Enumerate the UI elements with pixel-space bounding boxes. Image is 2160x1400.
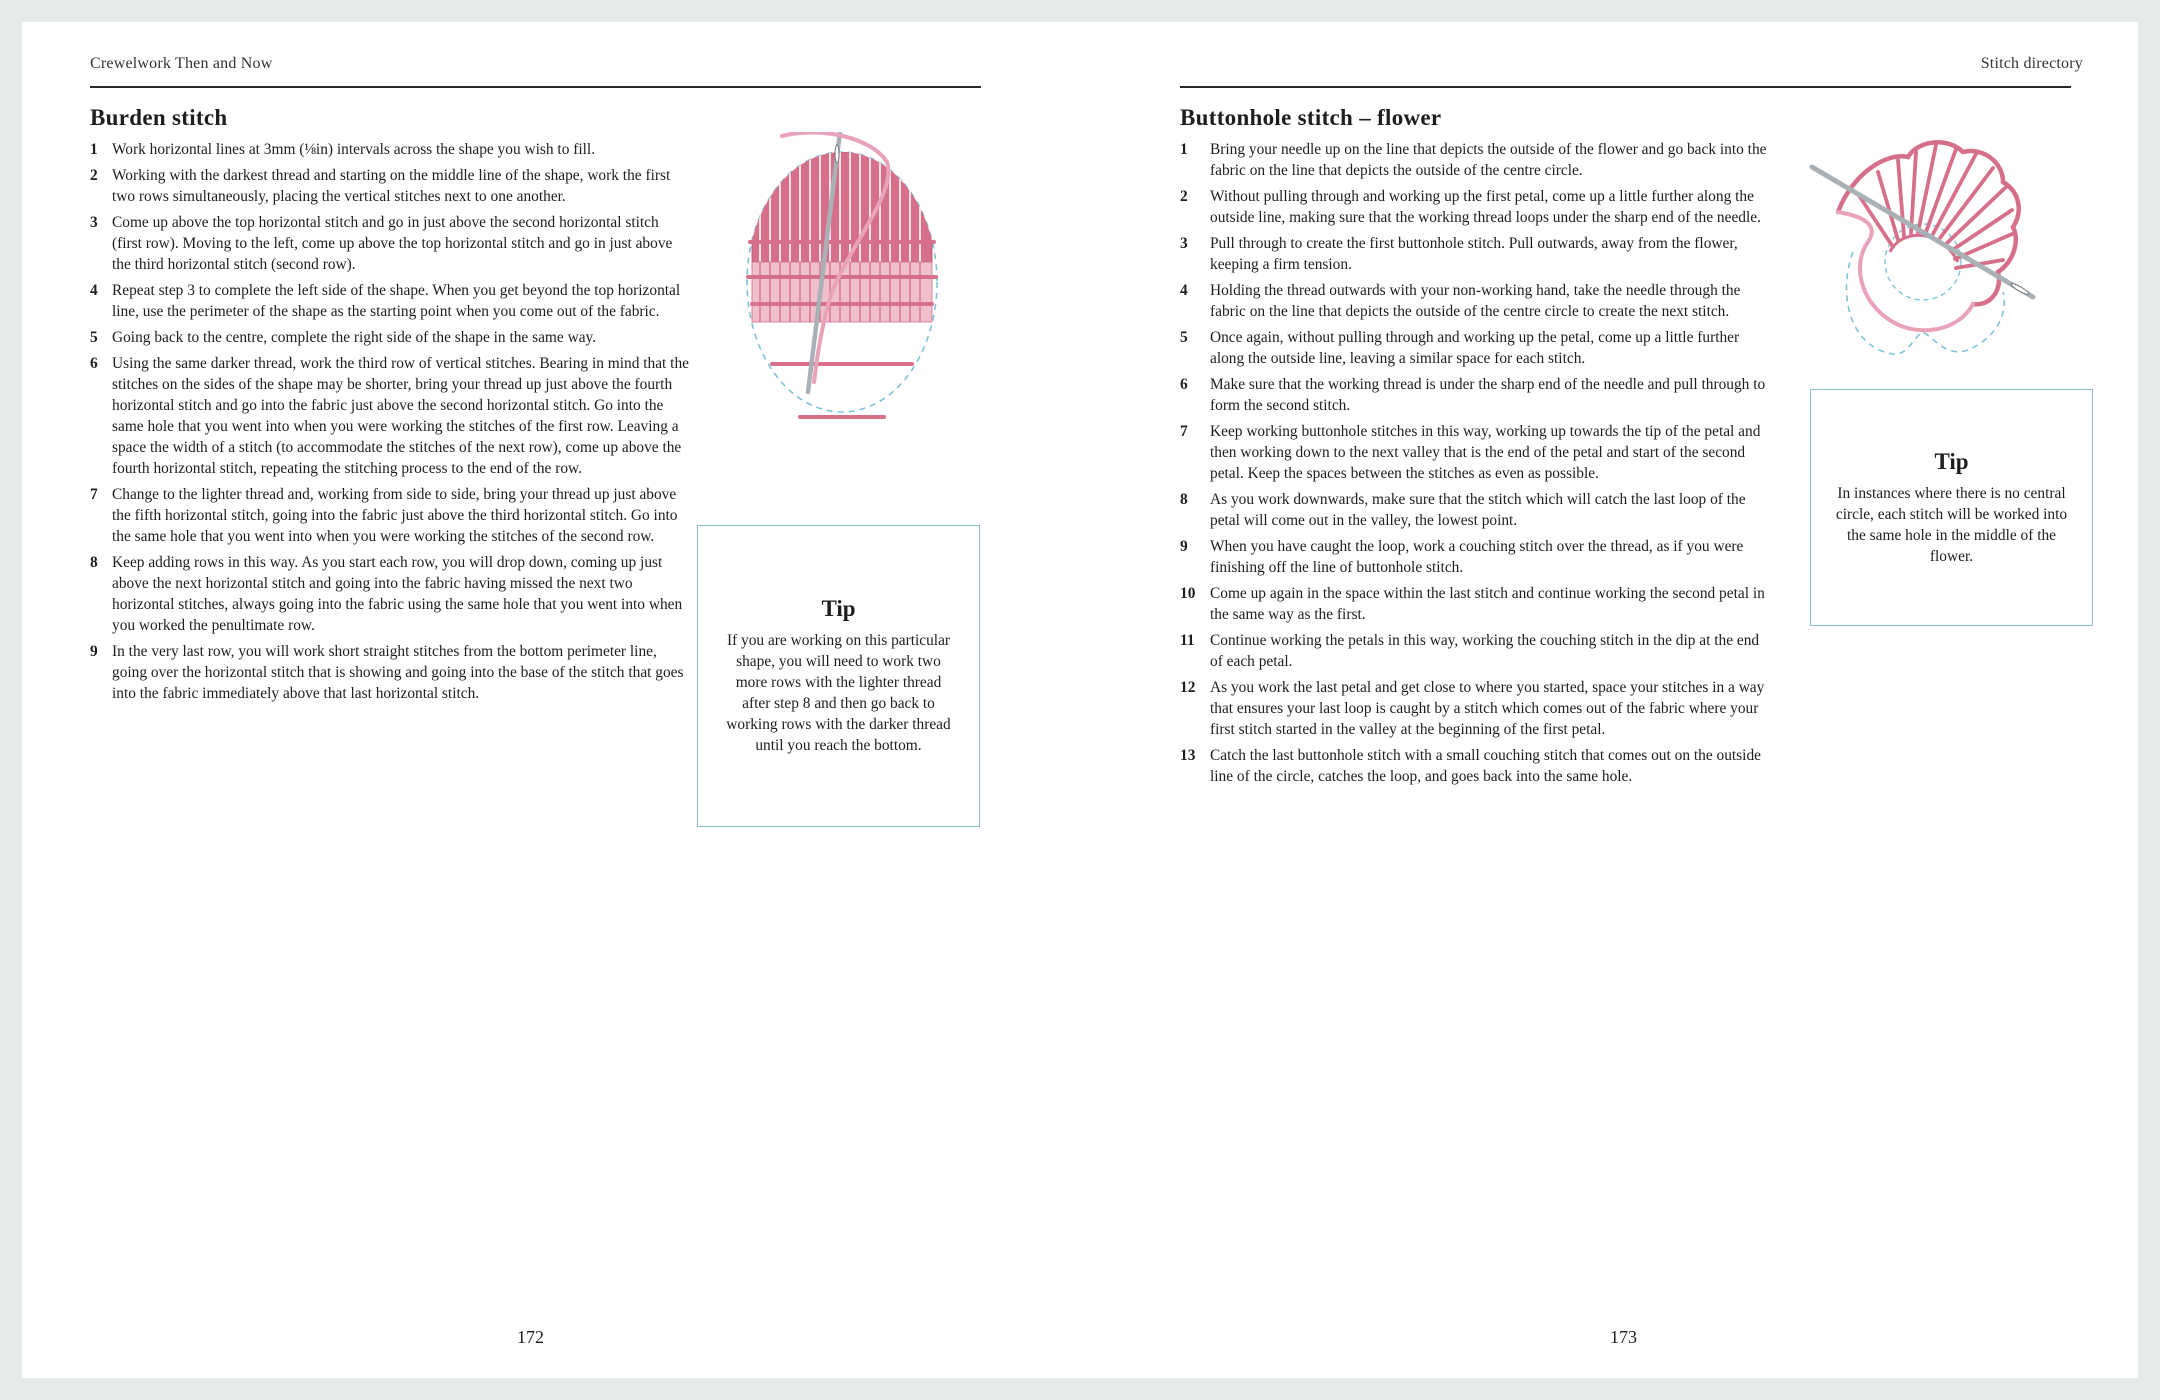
working-thread	[1838, 212, 1973, 330]
list-item	[1180, 630, 1770, 672]
step-text: When you have caught the loop, work a couching stitch over the thread, as if you were finishing off the line of buttonhole stitch.	[1210, 538, 1744, 576]
step-number: 2	[90, 167, 98, 184]
book-spread	[22, 22, 2138, 1378]
step-text: Continue working the petals in this way, working the couching stitch in the dip at the end of each petal.	[1210, 632, 1760, 670]
step-text: Holding the thread outwards with your non-working hand, take the needle through the fabric on the line that depicts the outside of the centre circle to create the next stitch.	[1210, 282, 1741, 320]
list-item	[90, 327, 690, 348]
step-text: Catch the last buttonhole stitch with a small couching stitch that comes out on the outside line of the circle, catches the loop, and goes back into the same hole.	[1210, 747, 1761, 785]
steps-list	[1180, 139, 1770, 792]
step-number: 4	[1180, 282, 1188, 299]
step-number: 1	[90, 141, 98, 158]
list-item	[1180, 280, 1770, 322]
step-text: Work horizontal lines at 3mm (⅛in) intervals across the shape you wish to fill.	[112, 141, 596, 158]
list-item	[90, 484, 690, 547]
list-item	[1180, 139, 1770, 181]
section-title: Buttonhole stitch – flower	[1180, 105, 1442, 130]
tip-heading: Tip	[821, 596, 856, 621]
tip-box	[1810, 389, 2093, 626]
step-text: Using the same darker thread, work the third row of vertical stitches. Bearing in mind that the stitches on the sides of the shape may be shorter, bring your thread up just above the fourth horizontal stitch and go into the fabric just above the second horizontal stitch. Go into the same hole that you went into when you were working the stitches of the first row. Leaving a space the width of a stitch (to accommodate the stitches of the next row), come up above the fourth horizontal stitch, repeating the stitching process to the end of the row.	[112, 355, 689, 477]
steps-list	[90, 139, 690, 709]
running-head: Stitch directory	[1980, 55, 2083, 72]
list-item	[1180, 489, 1770, 531]
step-number: 8	[1180, 491, 1188, 508]
step-text: Come up above the top horizontal stitch and go in just above the second horizontal stitch (first row). Moving to the left, come up above the top horizontal stitch and go in just above the third horizontal stitch (second row).	[112, 214, 673, 273]
step-number: 4	[90, 282, 98, 299]
list-item	[1180, 186, 1770, 228]
step-number: 7	[1180, 423, 1188, 440]
step-text: As you work downwards, make sure that the stitch which will catch the last loop of the petal will come out in the valley, the lowest point.	[1210, 491, 1746, 529]
step-text: Going back to the centre, complete the right side of the shape in the same way.	[112, 329, 597, 346]
list-item	[90, 212, 690, 275]
step-number: 2	[1180, 188, 1188, 205]
right-page	[1080, 22, 2138, 1378]
step-number: 7	[90, 486, 98, 503]
step-text: Bring your needle up on the line that depicts the outside of the flower and go back into the fabric on the line that depicts the outside of the centre circle.	[1210, 141, 1767, 179]
step-text: Keep working buttonhole stitches in this way, working up towards the tip of the petal and then working down to the next valley that is the end of the petal and start of the second petal. Keep the spaces between the stitches as even as possible.	[1210, 423, 1761, 482]
list-item	[90, 552, 690, 636]
list-item	[90, 139, 690, 160]
step-text: As you work the last petal and get close to where you started, space your stitches in a way that ensures your last loop is caught by a stitch which comes out of the fabric where your first stitch started in the valley at the beginning of the first petal.	[1210, 679, 1765, 738]
step-number: 13	[1180, 747, 1196, 764]
step-number: 3	[1180, 235, 1188, 252]
step-text: Working with the darkest thread and starting on the middle line of the shape, work the first two rows simultaneously, placing the vertical stitches next to one another.	[112, 167, 671, 205]
list-item	[1180, 327, 1770, 369]
list-item	[1180, 677, 1770, 740]
step-text: Pull through to create the first buttonhole stitch. Pull outwards, away from the flower, keeping a firm tension.	[1210, 235, 1738, 273]
burden-stitch-illustration	[722, 132, 962, 432]
header-rule	[1180, 86, 2071, 88]
step-text: In the very last row, you will work short straight stitches from the bottom perimeter line, going over the horizontal stitch that is showing and going into the base of the stitch that goes into the fabric immediately above that last horizontal stitch.	[112, 643, 684, 702]
list-item	[90, 353, 690, 479]
header-rule	[90, 86, 981, 88]
step-text: Keep adding rows in this way. As you start each row, you will drop down, coming up just above the next horizontal stitch and going into the fabric having missed the next two horizontal stitches, always going into the fabric using the same hole that you went into when you worked the penultimate row.	[112, 554, 683, 634]
step-number: 1	[1180, 141, 1188, 158]
left-page	[22, 22, 1080, 1378]
step-text: Once again, without pulling through and working up the petal, come up a little further along the outside line, leaving a similar space for each stitch.	[1210, 329, 1740, 367]
step-number: 3	[90, 214, 98, 231]
tip-text: In instances where there is no central circle, each stitch will be worked into the same hole in the middle of the flower.	[1835, 484, 2068, 565]
step-number: 5	[1180, 329, 1188, 346]
step-text: Change to the lighter thread and, working from side to side, bring your thread up just above the fifth horizontal stitch, going into the fabric just above the third horizontal stitch. Go into the same hole that you went into when you were working the stitches of the second row.	[112, 486, 678, 545]
vertical-stitches	[752, 152, 932, 322]
page-number: 173	[1610, 1327, 1637, 1347]
list-item	[1180, 536, 1770, 578]
page-number: 172	[517, 1327, 544, 1347]
tip-box	[697, 525, 980, 827]
step-number: 6	[90, 355, 98, 372]
step-number: 9	[1180, 538, 1188, 555]
step-text: Repeat step 3 to complete the left side of the shape. When you get beyond the top horizontal line, use the perimeter of the shape as the starting point when you come out of the fabric.	[112, 282, 681, 320]
buttonhole-flower-illustration	[1798, 132, 2048, 372]
step-number: 8	[90, 554, 98, 571]
step-text: Without pulling through and working up the first petal, come up a little further along the outside line, making sure that the working thread loops under the sharp end of the needle.	[1210, 188, 1761, 226]
step-number: 5	[90, 329, 98, 346]
needle-icon	[1812, 167, 2033, 297]
tip-heading: Tip	[1934, 448, 1969, 474]
step-number: 9	[90, 643, 98, 660]
list-item	[90, 280, 690, 322]
step-number: 11	[1180, 632, 1195, 649]
list-item	[1180, 374, 1770, 416]
running-head: Crewelwork Then and Now	[90, 55, 273, 72]
list-item	[1180, 745, 1770, 787]
list-item	[1180, 583, 1770, 625]
list-item	[90, 641, 690, 704]
tip-text: If you are working on this particular shape, you will need to work two more rows with the lighter thread after step 8 and then go back to working rows with the darker thread until you reach the bottom.	[726, 632, 951, 754]
step-text: Come up again in the space within the last stitch and continue working the second petal in the same way as the first.	[1210, 585, 1765, 623]
list-item	[1180, 421, 1770, 484]
step-number: 10	[1180, 585, 1196, 602]
step-text: Make sure that the working thread is under the sharp end of the needle and pull through to form the second stitch.	[1210, 376, 1766, 414]
section-title: Burden stitch	[90, 105, 228, 130]
step-number: 6	[1180, 376, 1188, 393]
step-number: 12	[1180, 679, 1196, 696]
list-item	[1180, 233, 1770, 275]
list-item	[90, 165, 690, 207]
